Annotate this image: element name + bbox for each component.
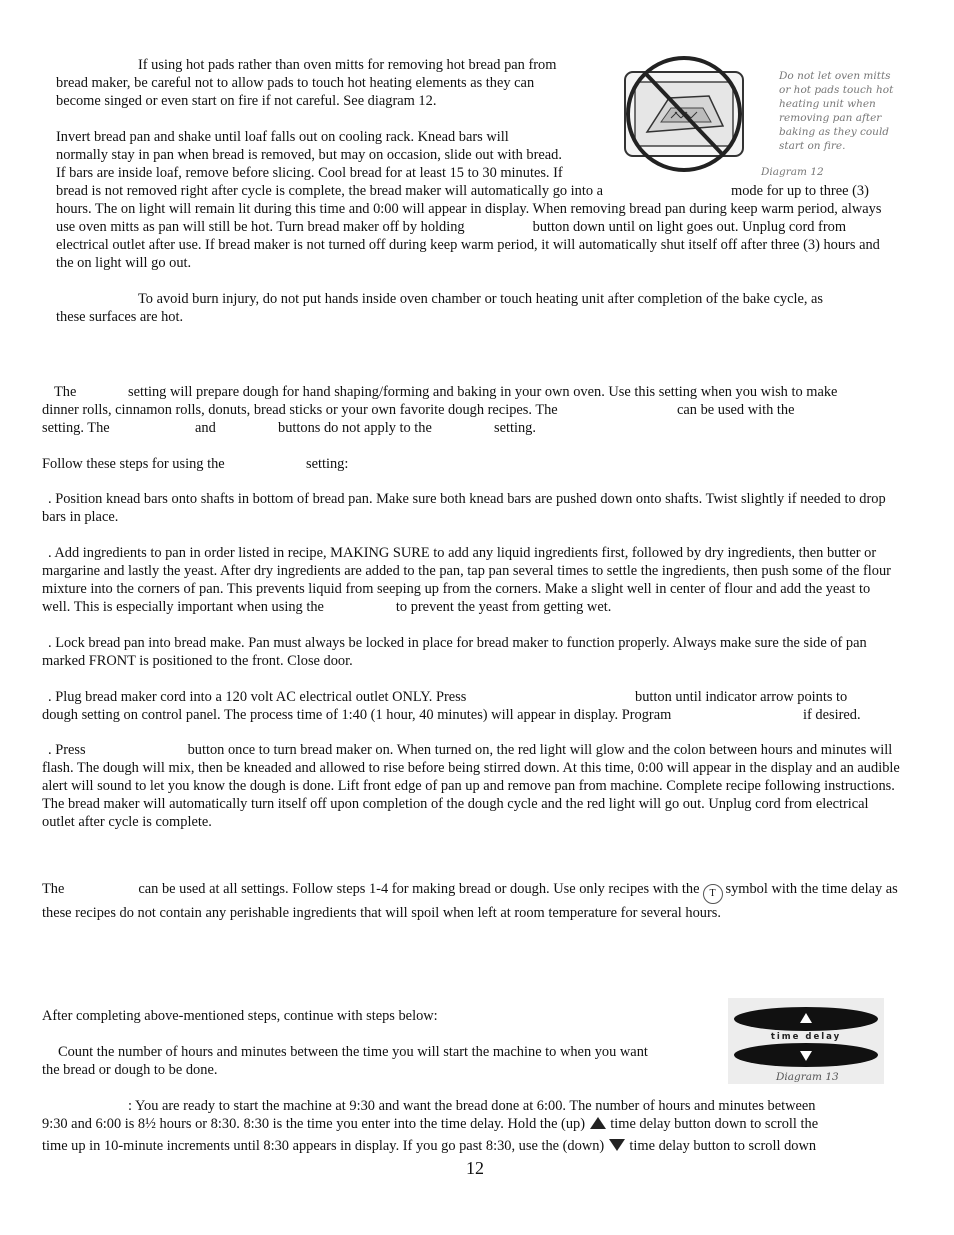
dough-intro-1b: setting will prepare dough for hand shaping/forming and baking in your own oven. Use this setting when you wish to make bbox=[128, 384, 838, 400]
timer-intro-b: can be used at all settings. Follow steps 1-4 for making bread or dough. Use only recipes with the bbox=[138, 881, 700, 897]
diagram-12-caption-5: baking as they could bbox=[779, 126, 890, 138]
dough-intro-3d: setting. bbox=[494, 420, 536, 436]
burn-caution-line-1: To avoid burn injury, do not put hands inside oven chamber or touch heating unit after completion of the bake cycle, as bbox=[138, 291, 824, 307]
diagram-12 bbox=[611, 52, 901, 182]
dough-intro-1a: The bbox=[54, 384, 77, 400]
example-line-2 bbox=[42, 1115, 818, 1133]
dough-intro-3c: buttons do not apply to the bbox=[278, 420, 432, 436]
diagram-12-caption-1: Do not let oven mitts bbox=[779, 70, 891, 82]
step-2-tail: to prevent the yeast from getting wet. bbox=[395, 599, 612, 615]
dough-intro-3a: setting. The bbox=[42, 420, 110, 436]
invert-line-4a: bread is not removed right after cycle is complete, the bread maker will automatically go into a bbox=[56, 183, 604, 199]
invert-line-4b: mode for up to three (3) bbox=[731, 183, 869, 199]
hot-pad-warning-line-3: become singed or even start on fire if not careful. See diagram 12. bbox=[56, 93, 437, 109]
example-line-1: : You are ready to start the machine at 9:30 and want the bread done at 6:00. The number of hours and minutes between bbox=[128, 1098, 816, 1114]
count-step-line-2: the bread or dough to be done. bbox=[42, 1062, 218, 1078]
step-5-a: . Press bbox=[48, 742, 86, 758]
after-steps: After completing above-mentioned steps, continue with steps below: bbox=[42, 1008, 438, 1024]
step-4-c: dough setting on control panel. The process time of 1:40 (1 hour, 40 minutes) will appear in display. Program bbox=[42, 707, 672, 723]
diagram-12-caption-2: or hot pads touch hot bbox=[779, 84, 894, 96]
hot-pad-warning-line-1: If using hot pads rather than oven mitts for removing hot bread pan from bbox=[138, 57, 557, 73]
step-4-a: . Plug bread maker cord into a 120 volt AC electrical outlet ONLY. Press bbox=[48, 689, 467, 705]
diagram-12-caption-4: removing pan after bbox=[779, 112, 882, 124]
timer-symbol-icon: T bbox=[703, 884, 723, 904]
burn-caution-line-2: these surfaces are hot. bbox=[56, 309, 184, 325]
invert-rest-text: hours. The on light will remain lit during this time and 0:00 will appear in display. When removing bread pan during keep warm period, always use oven mitts as pan will still be hot. Turn bread maker off by holding bbox=[56, 201, 882, 235]
steps-intro-b: setting: bbox=[306, 456, 349, 472]
invert-line-3: If bars are inside loaf, remove before slicing. Cool bread for at least 15 to 30 minutes. If bbox=[56, 165, 563, 181]
bread-maker-prohibited-illustration bbox=[611, 52, 901, 182]
example-line-3a: time up in 10-minute increments until 8:30 appears in display. If you go past 8:30, use the (down) bbox=[42, 1138, 605, 1154]
dough-intro-2b: can be used with the bbox=[677, 402, 795, 418]
step-5-b: button once to turn bread maker on. When turned on, the red light will glow and the colon between hours and minutes will flash. The dough will mix, then be kneaded and allowed to rise before being stirred down. At this time, 0:00 will appear in the display and an audible alert will sound to let you know the dough is done. Lift front edge of pan up and remove pan from machine. Complete recipe following instructions. The bread maker will automatically turn itself off upon completion of the dough cycle and the red light will go out. Unplug cord from electrical outlet after cycle is complete. bbox=[42, 742, 900, 830]
step-5 bbox=[42, 741, 900, 831]
page-number: 12 bbox=[466, 1158, 484, 1178]
example-line-2b: time delay button down to scroll the bbox=[610, 1116, 819, 1132]
invert-paragraph-rest bbox=[56, 200, 896, 272]
diagram-13 bbox=[728, 998, 884, 1084]
example-line-3 bbox=[42, 1137, 816, 1155]
example-line-3b: time delay button to scroll down bbox=[629, 1138, 817, 1154]
timer-intro-d: time delay as these recipes do not contain any perishable ingredients that will spoil when left at room temperature for several hours. bbox=[42, 881, 898, 921]
hot-pad-warning-line-2: bread maker, be careful not to allow pads to touch hot heating elements as they can bbox=[56, 75, 535, 91]
invert-rest-text-2: button down until on light goes out. Unplug cord from electrical outlet after use. If bread maker is not turned off during keep warm period, it will automatically shut itself off after three (3) hours and the on light will go out. bbox=[56, 219, 880, 271]
diagram-12-caption-6: start on fire. bbox=[779, 140, 846, 152]
invert-line-1: Invert bread pan and shake until loaf falls out on cooling rack. Knead bars will bbox=[56, 129, 509, 145]
invert-line-2: normally stay in pan when bread is removed, but may on occasion, slide out with bread. bbox=[56, 147, 562, 163]
timer-intro bbox=[42, 880, 900, 922]
step-1: . Position knead bars onto shafts in bottom of bread pan. Make sure both knead bars are pushed down onto shafts. Twist slightly if needed to drop bars in place. bbox=[42, 491, 886, 525]
down-triangle-icon bbox=[608, 1138, 626, 1152]
step-4-b: button until indicator arrow points to bbox=[635, 689, 848, 705]
diagram-12-caption-3: heating unit when bbox=[779, 98, 876, 110]
diagram-12-label: Diagram 12 bbox=[761, 166, 824, 178]
up-triangle-icon bbox=[589, 1116, 607, 1130]
step-2-text: . Add ingredients to pan in order listed in recipe, MAKING SURE to add any liquid ingredients first, followed by dry ingredients, then butter or margarine and lastly the yeast. After dry ingredients are added to the pan, tap pan several times to settle the ingredients, then push some of the flour mixture into the corners of pan. This prevents liquid from seeping up from the corners. Make a slight well in center of flour and add the yeast to well. This is especially important when using the bbox=[42, 545, 891, 615]
timer-intro-c: symbol with the bbox=[725, 881, 819, 897]
step-4-d: if desired. bbox=[803, 707, 861, 723]
example-line-2a: 9:30 and 6:00 is 8½ hours or 8:30. 8:30 is the time you enter into the time delay. Hold the (up) bbox=[42, 1116, 586, 1132]
step-3: . Lock bread pan into bread make. Pan must always be locked in place for bread maker to function properly. Always make sure the side of pan marked FRONT is positioned to the front. Close door. bbox=[42, 635, 867, 669]
dough-intro-2a: dinner rolls, cinnamon rolls, donuts, bread sticks or your own favorite dough recipes. The bbox=[42, 402, 558, 418]
dough-intro-3b: and bbox=[195, 420, 216, 436]
time-delay-label: time delay bbox=[770, 1032, 842, 1042]
count-step-line-1: Count the number of hours and minutes between the time you will start the machine to when you want bbox=[58, 1044, 648, 1060]
diagram-13-caption: Diagram 13 bbox=[776, 1071, 839, 1083]
steps-intro-a: Follow these steps for using the bbox=[42, 456, 225, 472]
time-delay-buttons-illustration bbox=[728, 998, 884, 1084]
step-2 bbox=[42, 544, 900, 616]
timer-intro-a: The bbox=[42, 881, 65, 897]
